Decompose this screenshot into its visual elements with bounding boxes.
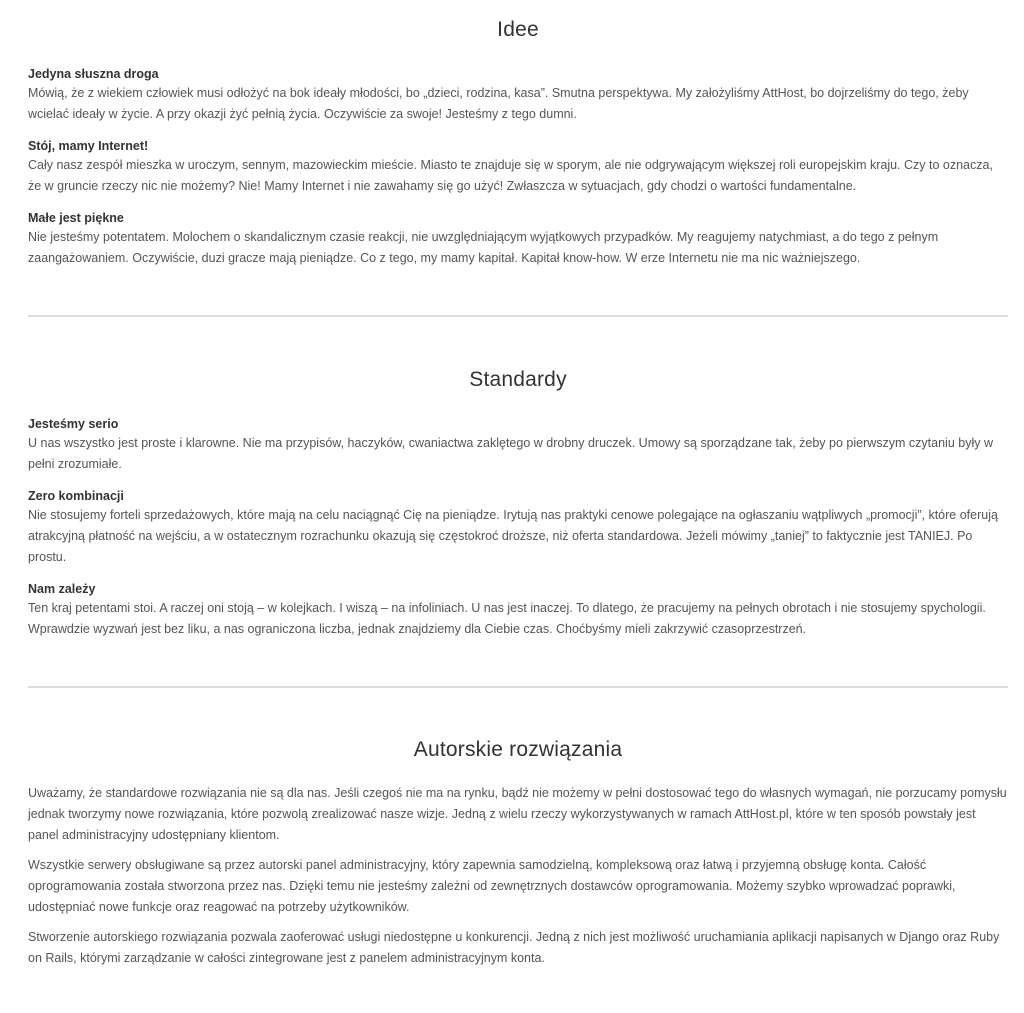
section-title-idee: Idee bbox=[497, 18, 539, 41]
paragraph: Stworzenie autorskiego rozwiązania pozwala zaoferować usługi niedostępne u konkurencji. Jedną z nich jest możliwość uruchamiania aplikacji napisanych w Django oraz Ruby on Rails, którymi zarządzanie w całości zintegrowane jest z panelem administracyjnym konta. bbox=[28, 930, 1000, 965]
section-divider bbox=[28, 315, 1008, 317]
block-heading: Małe jest piękne bbox=[28, 211, 124, 225]
block-heading: Jedyna słuszna droga bbox=[28, 67, 159, 81]
block-jestesmy-serio bbox=[28, 415, 1008, 475]
block-heading: Zero kombinacji bbox=[28, 489, 124, 503]
block-heading: Nam zależy bbox=[28, 582, 96, 596]
block-male-jest-piekne bbox=[28, 209, 1008, 269]
block-text: Mówią, że z wiekiem człowiek musi odłożyć na bok ideały młodości, bo „dzieci, rodzina, kasa”. Smutna perspektywa. My założyliśmy AttHost, bo dojrzeliśmy do tego, żeby wcielać ideały w życie. A przy okazji żyć pełnią życia. Oczywiście za swoje! Jesteśmy z tego dumni. bbox=[28, 86, 969, 121]
paragraph: Uważamy, że standardowe rozwiązania nie są dla nas. Jeśli czegoś nie ma na rynku, bądź nie możemy w pełni dostosować tego do własnych wymagań, nie porzucamy pomysłu jednak tworzymy nowe rozwiązania, które pozwolą zrealizować nasze wizje. Jedną z wielu rzeczy wykorzystywanych w ramach AttHost.pl, które w ten sposób powstały jest panel administracyjny udostępniany klientom. bbox=[28, 786, 1007, 842]
section-title-autorskie-rozwiazania: Autorskie rozwiązania bbox=[413, 738, 623, 761]
block-heading: Stój, mamy Internet! bbox=[28, 139, 149, 153]
block-jedyna-sluszna-droga bbox=[28, 65, 1008, 125]
block-text: Nie stosujemy forteli sprzedażowych, które mają na celu naciągnąć Cię na pieniądze. Irytują nas praktyki cenowe polegające na ogłaszaniu wątpliwych „promocji”, które oferują atrakcyjną płatność na wejściu, a w ostatecznym rozrachunku okazują się częstokroć droższe, niż oferta standardowa. Jeżeli mówimy „taniej” to faktycznie jest TANIEJ. Po prostu. bbox=[28, 508, 998, 564]
section-title-standardy: Standardy bbox=[469, 368, 567, 391]
block-text: Cały nasz zespół mieszka w uroczym, sennym, mazowieckim mieście. Miasto te znajduje się w sporym, ale nie odgrywającym większej roli europejskim kraju. Czy to oznacza, że w gruncie rzeczy nic nie możemy? Nie! Mamy Internet i nie zawahamy się go użyć! Zwłaszcza w sytuacjach, gdy chodzi o wartości fundamentalne. bbox=[28, 158, 993, 193]
block-nam-zalezy bbox=[28, 580, 1008, 640]
block-text: U nas wszystko jest proste i klarowne. Nie ma przypisów, haczyków, cwaniactwa zaklętego w drobny druczek. Umowy są sporządzane tak, żeby po pierwszym czytaniu były w pełni zrozumiałe. bbox=[28, 436, 993, 471]
block-text: Ten kraj petentami stoi. A raczej oni stoją – w kolejkach. I wiszą – na infoliniach. U nas jest inaczej. To dlatego, że pracujemy na pełnych obrotach i nie stosujemy spychologii. Wprawdzie wyzwań jest bez liku, a nas ograniczona liczba, jednak znajdziemy dla Ciebie czas. Choćbyśmy mieli zakrzywić czasoprzestrzeń. bbox=[28, 601, 986, 636]
paragraph: Wszystkie serwery obsługiwane są przez autorski panel administracyjny, który zapewnia samodzielną, kompleksową oraz łatwą i przyjemną obsługę konta. Całość oprogramowania została stworzona przez nas. Dzięki temu nie jesteśmy zależni od zewnętrznych dostawców oprogramowania. Możemy szybko wprowadzać poprawki, udostępniać nowe funkcje oraz reagować na potrzeby użytkowników. bbox=[28, 858, 956, 914]
block-stoj-mamy-internet bbox=[28, 137, 1008, 197]
block-heading: Jesteśmy serio bbox=[28, 417, 119, 431]
block-text: Nie jesteśmy potentatem. Molochem o skandalicznym czasie reakcji, nie uwzględniającym wyjątkowych przypadków. My reagujemy natychmiast, a do tego z pełnym zaangażowaniem. Oczywiście, duzi gracze mają pieniądze. Co z tego, my mamy kapitał. Kapitał know-how. W erze Internetu nie ma nic ważniejszego. bbox=[28, 230, 939, 265]
block-zero-kombinacji bbox=[28, 487, 1008, 568]
section-divider bbox=[28, 686, 1008, 688]
